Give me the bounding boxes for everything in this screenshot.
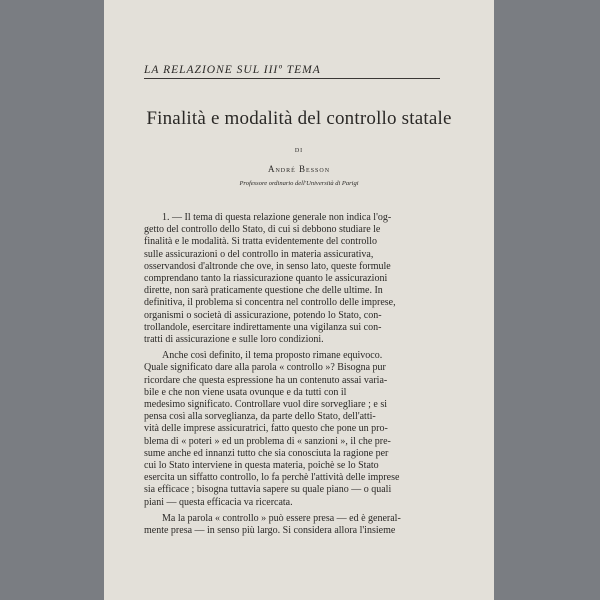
text-line: cui lo Stato interviene in questa materia, poichè se lo Stato xyxy=(144,460,379,472)
text-line: comprendano tanto la riassicurazione quanto le assicurazioni xyxy=(144,273,388,285)
text-line: blema di « poteri » ed un problema di « sanzioni », il che pre- xyxy=(144,435,391,447)
text-line: vità delle imprese assicuratrici, fatto questo che pone un pro- xyxy=(144,423,388,435)
text-line: dirette, non sarà praticamente questione che delle ultime. In xyxy=(144,285,383,297)
text-line: bile e che non viene usata ovunque e da tutti con il xyxy=(144,386,347,398)
text-line: ricordare che questa espressione ha un contenuto assai varia- xyxy=(144,374,388,386)
by-line: DI xyxy=(294,148,304,154)
text-line: sulle assicurazioni o del controllo in materia assicurativa, xyxy=(144,248,374,260)
text-line: mente presa — in senso più largo. Si considera allora l'insieme xyxy=(144,525,396,537)
text-line: osservandosi d'altronde che ove, in senso lato, queste formule xyxy=(144,260,391,272)
author-name: André Besson xyxy=(267,164,331,174)
author-affiliation: Professore ordinario dell'Università di Parigi xyxy=(239,180,359,187)
text-line: organismi o società di assicurazione, potendo lo Stato, con- xyxy=(144,309,382,321)
running-header: LA RELAZIONE SUL IIIº TEMA xyxy=(144,64,440,79)
text-line: trollandole, esercitare indirettamente una vigilanza sui con- xyxy=(144,321,382,333)
article-title: Finalità e modalità del controllo statale xyxy=(146,108,452,129)
text-line: piani — questa efficacia va ricercata. xyxy=(144,496,293,508)
text-line: sia efficace ; bisogna tuttavia sapere su quale piano — o quali xyxy=(144,484,392,496)
text-line: definitiva, il problema si concentra nel controllo delle imprese, xyxy=(144,297,396,309)
text-line: esercita un siffatto controllo, lo fa perchè l'attività delle imprese xyxy=(144,472,400,484)
article-body xyxy=(144,212,456,537)
text-line: pensa così alla sorveglianza, da parte dello Stato, dell'atti- xyxy=(144,411,376,423)
text-line: Ma la parola « controllo » può essere presa — ed è general- xyxy=(162,512,401,524)
text-line: sume anche ed innanzi tutto che sia conosciuta la ragione per xyxy=(144,447,389,459)
book-page xyxy=(104,0,494,600)
text-line: finalità e le modalità. Si tratta evidentemente del controllo xyxy=(144,236,377,248)
text-line: getto del controllo dello Stato, di cui si debbono studiare le xyxy=(144,224,381,236)
text-line: medesimo significato. Controllare vuol dire sorvegliare ; e si xyxy=(144,399,387,411)
text-line: Quale significato dare alla parola « controllo »? Bisogna pur xyxy=(144,362,386,374)
text-line: 1. — Il tema di questa relazione generale non indica l'og- xyxy=(162,212,392,223)
text-line: Anche così definito, il tema proposto rimane equivoco. xyxy=(162,350,383,362)
text-line: tratti di assicurazione e sulle loro condizioni. xyxy=(144,334,324,346)
